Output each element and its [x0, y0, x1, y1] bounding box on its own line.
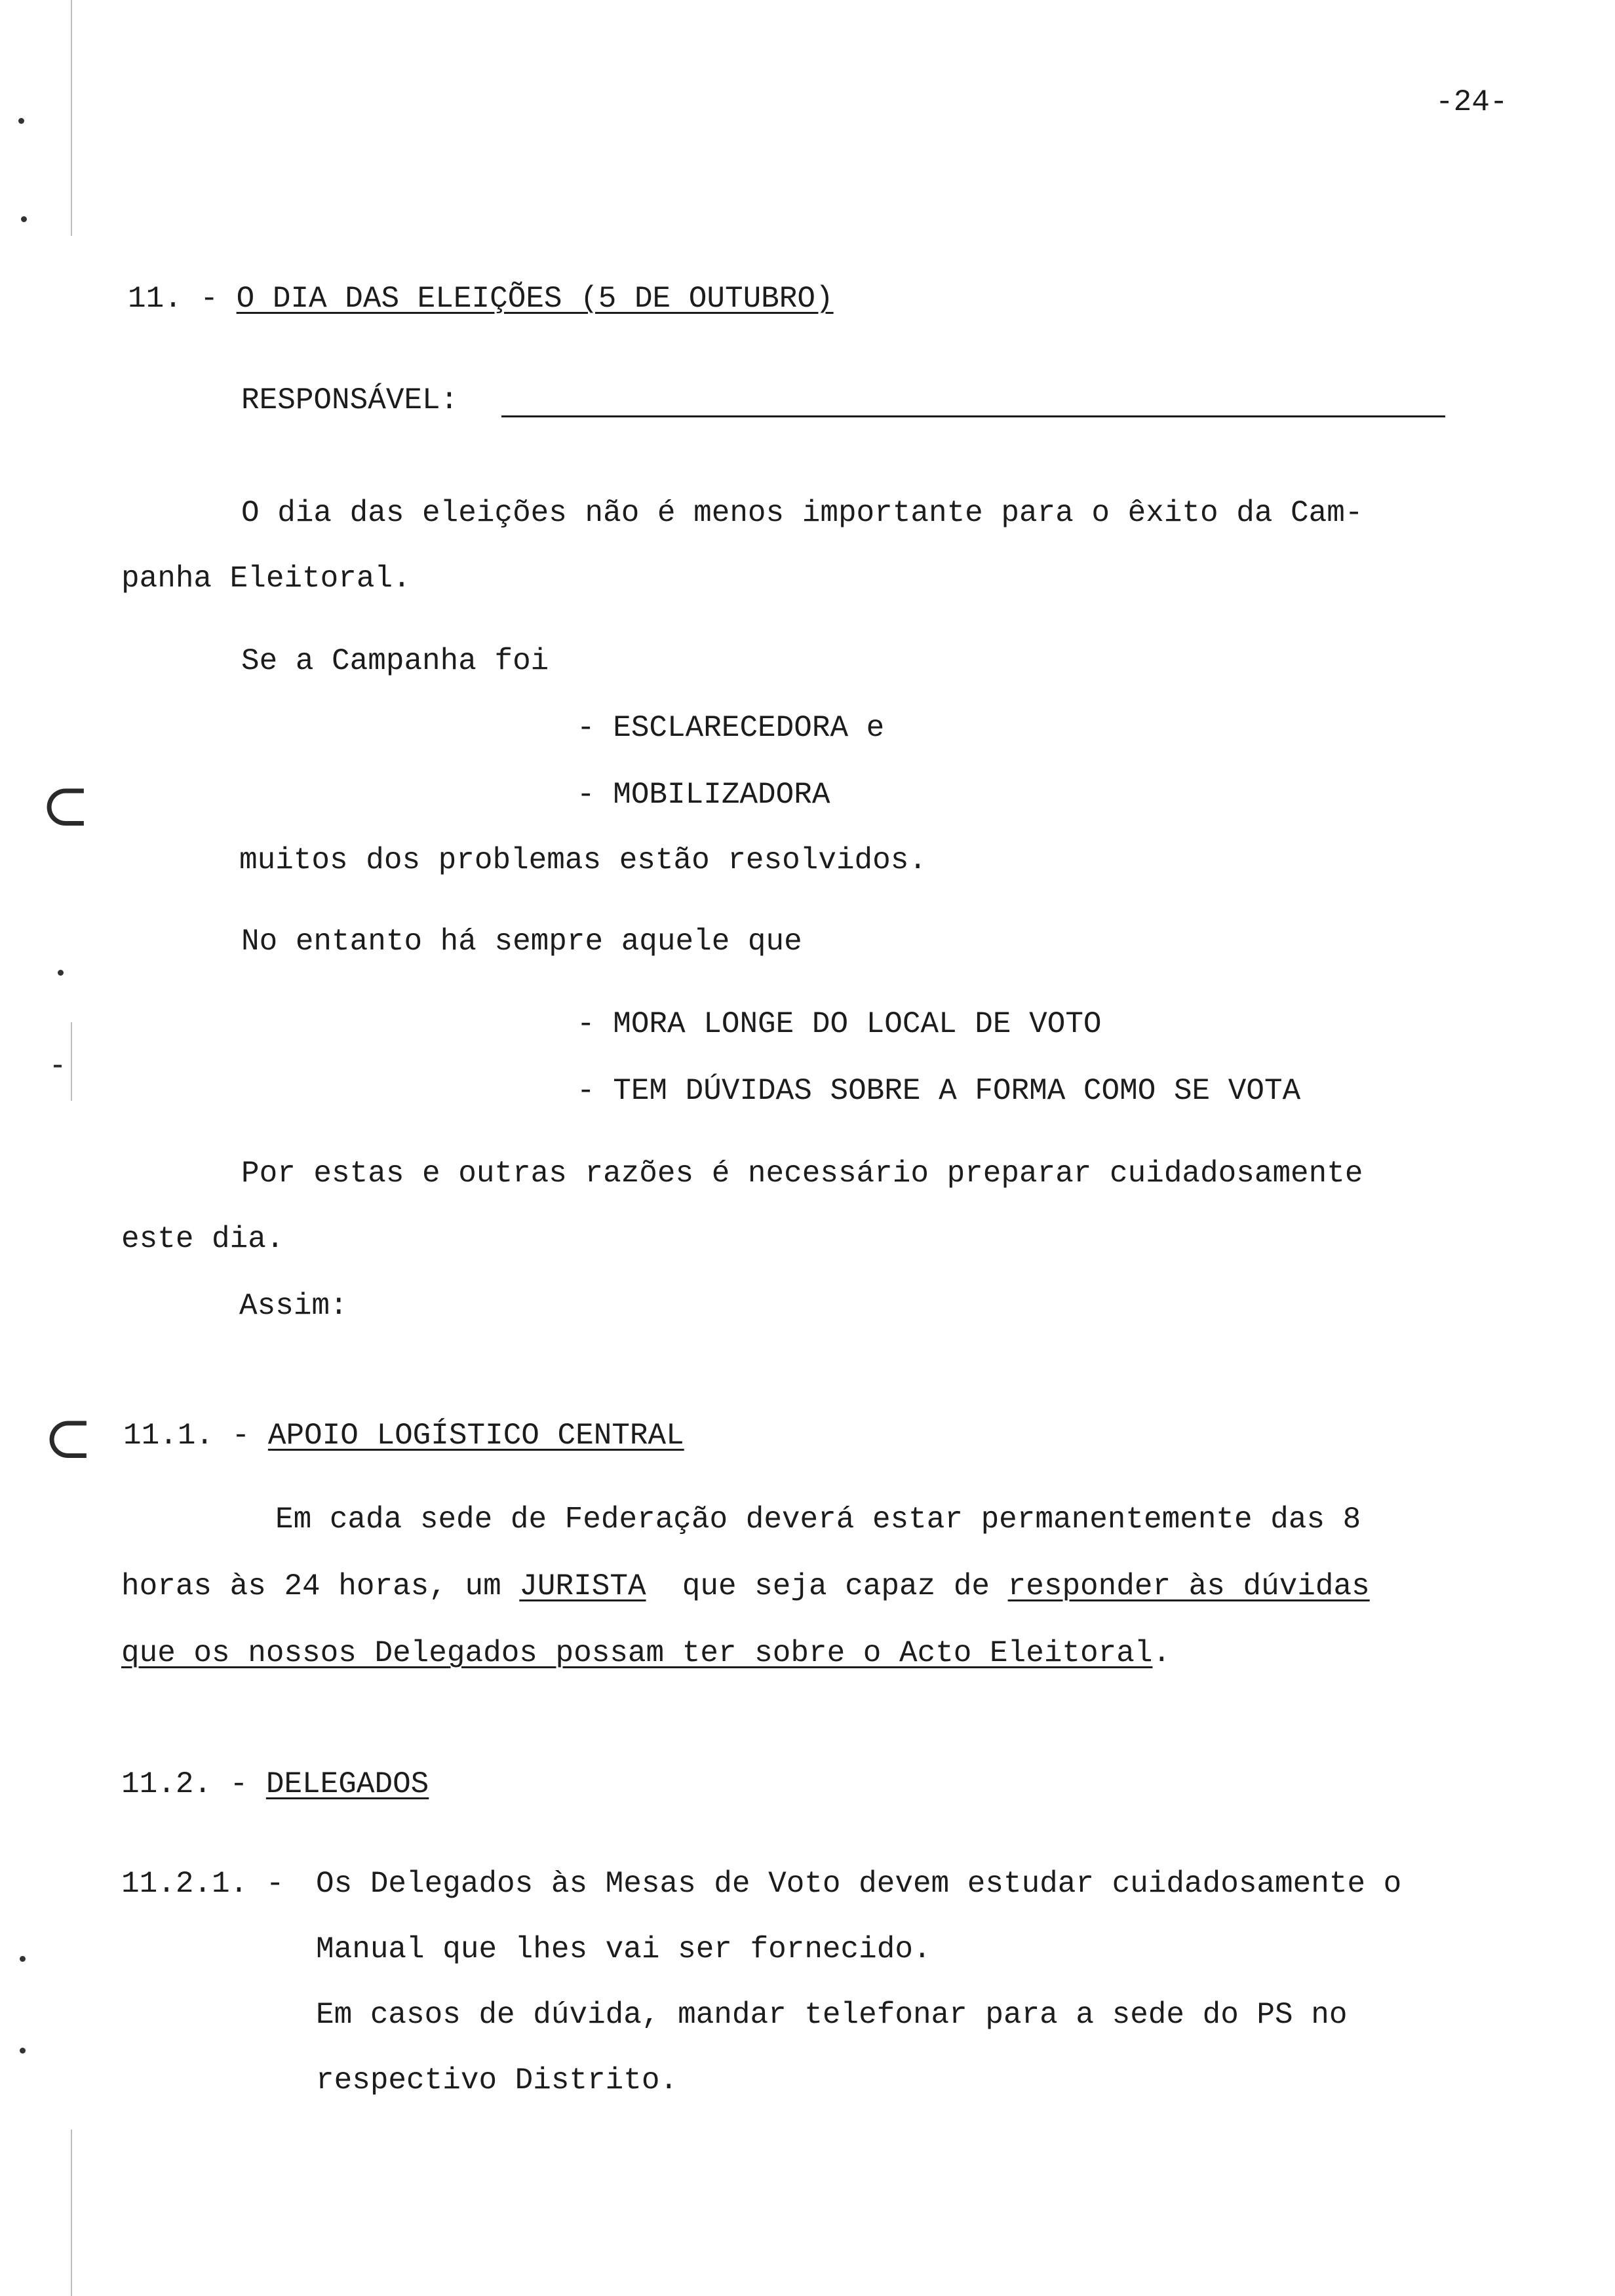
underlined-phrase: responder às dúvidas: [1007, 1569, 1370, 1603]
page-number: -24-: [1435, 85, 1508, 119]
list-item: - TEM DÚVIDAS SOBRE A FORMA COMO SE VOTA: [577, 1074, 1301, 1108]
margin-dot: [54, 1065, 62, 1067]
margin-dot: [20, 1956, 26, 1962]
intro-line: panha Eleitoral.: [121, 562, 411, 596]
list-item: - MOBILIZADORA: [577, 778, 830, 812]
margin-rule: [71, 1022, 72, 1101]
text-run: que seja capaz de: [646, 1569, 1008, 1603]
intro-line: No entanto há sempre aquele que: [241, 925, 802, 959]
responsavel-label: RESPONSÁVEL:: [241, 383, 459, 417]
clip-mark-icon: ⊂: [43, 1404, 93, 1472]
intro-line: muitos dos problemas estão resolvidos.: [239, 843, 927, 877]
paragraph-line: Manual que lhes vai ser fornecido.: [316, 1932, 931, 1966]
list-item: - MORA LONGE DO LOCAL DE VOTO: [577, 1007, 1102, 1041]
intro-line: Por estas e outras razões é necessário preparar cuidadosamente: [241, 1157, 1363, 1191]
margin-rule: [71, 2130, 72, 2296]
paragraph-line: Em casos de dúvida, mandar telefonar para a sede do PS no: [316, 1998, 1348, 2032]
intro-line: Se a Campanha foi: [241, 644, 549, 678]
intro-line: este dia.: [121, 1222, 284, 1256]
underlined-phrase: que os nossos Delegados possam ter sobre o Acto Eleitoral: [121, 1636, 1153, 1670]
subsection-number: 11.2. -: [121, 1767, 248, 1801]
section-heading: [128, 284, 834, 314]
margin-dot: [18, 118, 24, 124]
responsavel-field[interactable]: [501, 384, 1445, 417]
section-title: O DIA DAS ELEIÇÕES (5 DE OUTUBRO): [236, 282, 834, 316]
jurista-emphasis: JURISTA: [519, 1569, 646, 1603]
margin-rule: [71, 0, 72, 236]
subsubsection-number: 11.2.1. -: [121, 1867, 284, 1901]
clip-mark-icon: ⊂: [41, 771, 90, 840]
margin-dot: [58, 970, 64, 976]
text-run: .: [1152, 1636, 1171, 1670]
paragraph-line: [121, 1638, 1171, 1668]
intro-line: O dia das eleições não é menos importante para o êxito da Cam-: [241, 496, 1363, 530]
intro-line: Assim:: [239, 1289, 348, 1323]
subsection-title: DELEGADOS: [265, 1767, 429, 1801]
subsection-number: 11.1. -: [123, 1419, 250, 1453]
section-number: 11. -: [128, 282, 219, 316]
list-item: - ESCLARECEDORA e: [577, 711, 885, 745]
margin-dot: [20, 2048, 26, 2054]
subsection-title: APOIO LOGÍSTICO CENTRAL: [267, 1419, 684, 1453]
paragraph-line: respectivo Distrito.: [316, 2063, 678, 2097]
paragraph-line: [121, 1571, 1370, 1601]
margin-dot: [21, 216, 27, 222]
subsection-heading: [121, 1769, 429, 1799]
paragraph-line: Em cada sede de Federação deverá estar permanentemente das 8: [275, 1502, 1361, 1537]
paragraph-line: Os Delegados às Mesas de Voto devem estudar cuidadosamente o: [316, 1867, 1402, 1901]
text-run: horas às 24 horas, um: [121, 1569, 520, 1603]
subsection-heading: [123, 1421, 684, 1451]
